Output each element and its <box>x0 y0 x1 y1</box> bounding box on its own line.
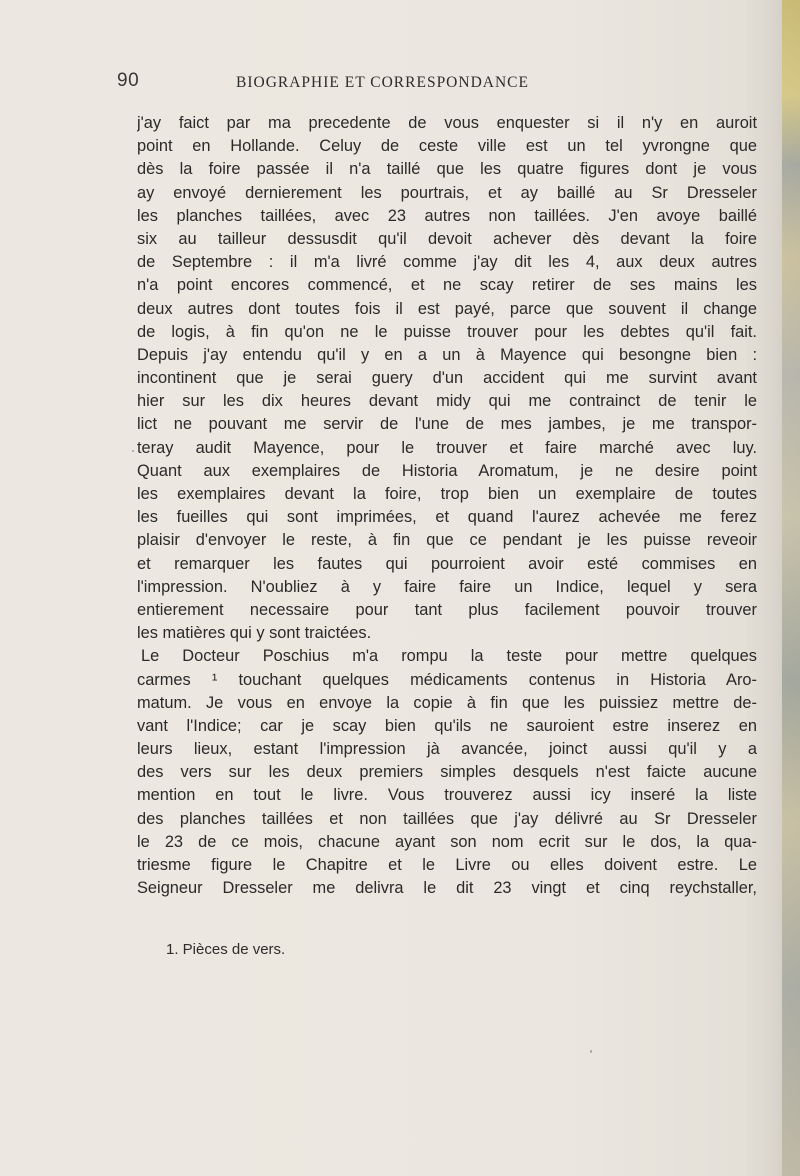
text-line: ay envoyé dernierement les pourtrais, et ay baillé au Sr Dresseler <box>137 183 757 202</box>
text-line: matum. Je vous en envoye la copie à fin que les puissiez mettre de- <box>137 693 757 712</box>
text-line: Le Docteur Poschius m'a rompu la teste pour mettre quelques <box>141 647 757 666</box>
text-line: les planches taillées, avec 23 autres non taillées. J'en avoye baillé <box>137 206 757 225</box>
text-line: entierement necessaire pour tant plus facilement pouvoir trouver <box>137 600 757 619</box>
text-line: carmes ¹ touchant quelques médicaments contenus in Historia Aro- <box>137 670 757 689</box>
text-line: six au tailleur dessusdit qu'il devoit achever dès devant la foire <box>137 229 757 248</box>
text-line: teray audit Mayence, pour le trouver et faire marché avec luy. <box>137 438 757 457</box>
paper-speck <box>132 450 134 452</box>
main-text-block <box>137 112 757 900</box>
text-line: Depuis j'ay entendu qu'il y en a un à Mayence qui besongne bien : <box>137 345 757 364</box>
text-line: dès la foire passée il n'a taillé que les quatre figures dont je vous <box>137 160 757 179</box>
text-line: triesme figure le Chapitre et le Livre ou elles doivent estre. Le <box>137 856 757 874</box>
text-line: les fueilles qui sont imprimées, et quand l'aurez achevée me ferez <box>137 508 757 527</box>
text-line: l'impression. N'oubliez à y faire faire un Indice, lequel y sera <box>137 577 757 596</box>
text-line: mention en tout le livre. Vous trouverez aussi icy inseré la liste <box>137 786 757 805</box>
text-line: j'ay faict par ma precedente de vous enquester si il n'y en auroit <box>137 114 757 132</box>
text-line: hier sur les dix heures devant midy qui me contrainct de tenir le <box>137 392 757 411</box>
text-line: les exemplaires devant la foire, trop bien un exemplaire de toutes <box>137 485 757 503</box>
running-title: BIOGRAPHIE ET CORRESPONDANCE <box>236 74 529 91</box>
text-line: vant l'Indice; car je scay bien qu'ils ne sauroient estre inserez en <box>137 716 757 735</box>
text-line: plaisir d'envoyer le reste, à fin que ce pendant je les puisse reveoir <box>137 531 757 550</box>
footnote: 1. Pièces de vers. <box>166 941 286 958</box>
text-line: Seigneur Dresseler me delivra le dit 23 vingt et cinq reychstaller, <box>137 879 757 898</box>
text-line: de logis, à fin qu'on ne le puisse trouver pour les debtes qu'il fait. <box>137 322 757 341</box>
paper-speck <box>590 1050 592 1053</box>
text-line: leurs lieux, estant l'impression jà avancée, joinct aussi qu'il y a <box>137 740 757 759</box>
page-edge-strip <box>782 0 800 1176</box>
text-line: deux autres dont toutes fois il est payé, parce que souvent il change <box>137 299 757 318</box>
text-line: et remarquer les fautes qui pourroient avoir esté commises en <box>137 554 757 573</box>
text-line: point en Hollande. Celuy de ceste ville est un tel yvrongne que <box>137 137 757 156</box>
text-line: des planches taillées et non taillées que j'ay délivré au Sr Dresseler <box>137 809 757 828</box>
page-number: 90 <box>117 70 140 91</box>
text-line: les matières qui y sont traictées. <box>137 624 372 643</box>
text-line: Quant aux exemplaires de Historia Aromatum, je ne desire point <box>137 461 757 480</box>
text-line: lict ne pouvant me servir de l'une de mes jambes, je me transpor- <box>137 415 757 434</box>
text-line: le 23 de ce mois, chacune ayant son nom ecrit sur le dos, la qua- <box>137 832 757 851</box>
text-line: incontinent que je serai guery d'un accident qui me survint avant <box>137 369 757 388</box>
text-line: des vers sur les deux premiers simples desquels n'est faicte aucune <box>137 763 757 782</box>
text-line: n'a point encores commencé, et ne scay retirer de ses mains les <box>137 276 757 295</box>
text-line: de Septembre : il m'a livré comme j'ay dit les 4, aux deux autres <box>137 253 757 272</box>
